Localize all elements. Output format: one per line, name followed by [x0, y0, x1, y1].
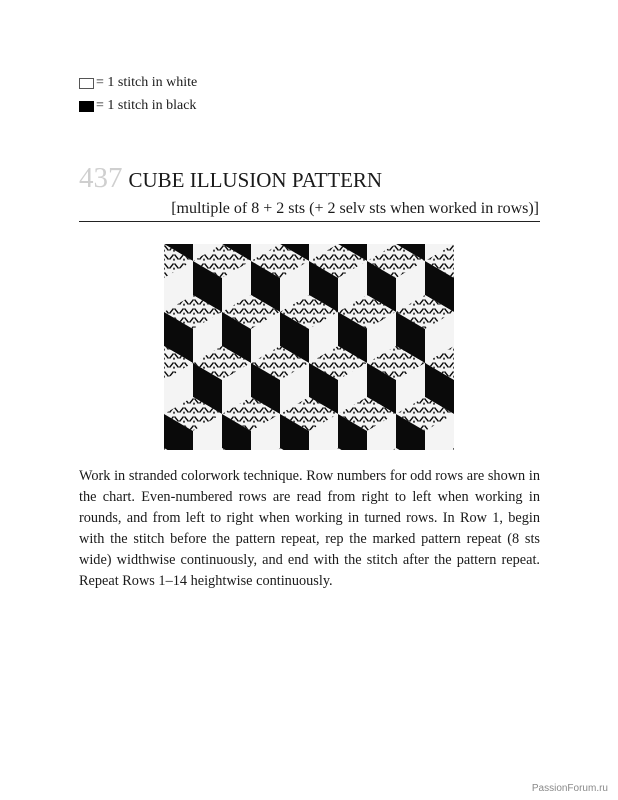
legend-black-label: = 1 stitch in black: [96, 98, 197, 113]
legend-white-label: = 1 stitch in white: [96, 75, 198, 90]
white-swatch-icon: [79, 78, 94, 89]
site-watermark: PassionForum.ru: [531, 783, 608, 794]
pattern-title: CUBE ILLUSION PATTERN: [128, 168, 383, 192]
legend-black: [79, 98, 196, 114]
instructions-paragraph: Work in stranded colorwork technique. Row numbers for odd rows are shown in the chart. Even-numbered rows are read from right to left when working in rounds, and from left to right when working in turned rows. In Row 1, begin with the stitch before the pattern repeat, rep the marked pattern repeat (8 sts wide) widthwise continuously, and end with the stitch after the pattern repeat. Repeat Rows 1–14 heightwise continuously.: [79, 468, 540, 589]
cube-illusion-knit-pattern: [164, 244, 454, 450]
pattern-number: 437: [79, 162, 123, 194]
stitch-multiple: [multiple of 8 + 2 sts (+ 2 selv sts when worked in rows)]: [171, 200, 539, 217]
pattern-heading: [79, 162, 382, 195]
knitted-swatch-photo: [164, 244, 454, 450]
legend-white: [79, 75, 197, 91]
black-swatch-icon: [79, 101, 94, 112]
heading-divider: [79, 221, 540, 222]
